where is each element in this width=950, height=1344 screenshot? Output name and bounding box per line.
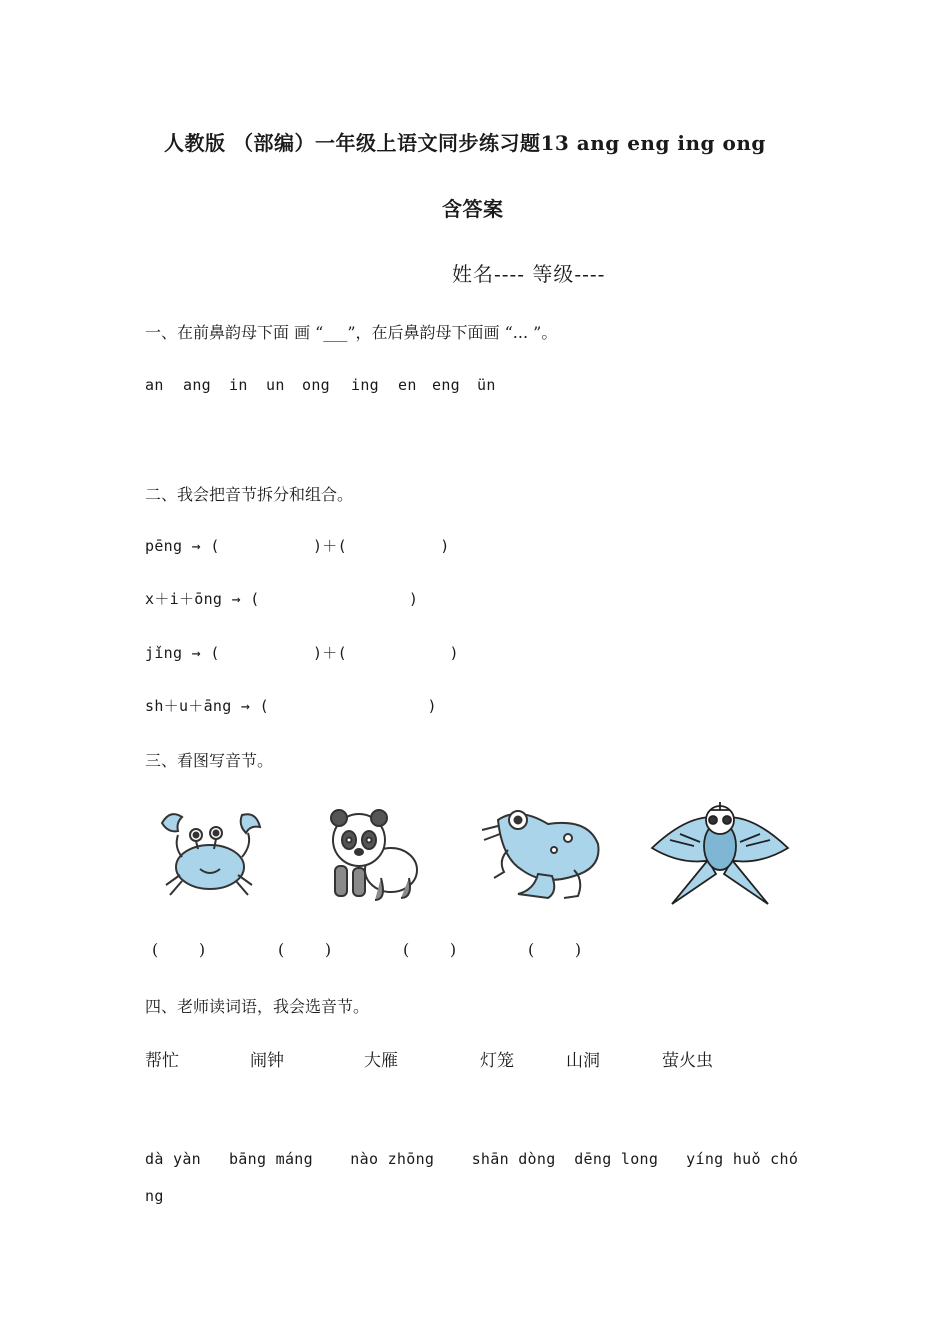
pinyin-options-wrap: ng <box>145 1187 164 1205</box>
split-line-1: pēng → ( )＋( ) <box>145 537 450 555</box>
answer-panda[interactable]: ( ) <box>278 940 332 959</box>
page-title: 人教版 （部编）一年级上语文同步练习题13 ang eng ing ong <box>164 131 766 155</box>
syllable: ang <box>183 376 211 394</box>
word-item: 山洞 <box>566 1051 600 1071</box>
split-line-4: sh＋u＋āng → ( ) <box>145 697 437 715</box>
split-line-3: jǐng → ( )＋( ) <box>145 644 459 662</box>
answer-kite[interactable]: ( ) <box>528 940 582 959</box>
kite-icon <box>650 800 790 908</box>
word-item: 灯笼 <box>480 1051 514 1071</box>
question-1-syllables <box>145 376 496 394</box>
question-3-heading: 三、看图写音节。 <box>145 751 274 770</box>
name-grade-line: 姓名---- 等级---- <box>452 262 606 286</box>
syllable: an <box>145 376 164 394</box>
word-item: 萤火虫 <box>662 1051 713 1071</box>
crab-icon <box>150 805 270 905</box>
panda-icon <box>325 808 420 903</box>
syllable: eng <box>432 376 460 394</box>
question-4-heading: 四、老师读词语，我会选音节。 <box>145 997 370 1016</box>
syllable: en <box>398 376 417 394</box>
split-line-2: x＋i＋ōng → ( ) <box>145 590 419 608</box>
answer-crab[interactable]: ( ) <box>152 940 206 959</box>
word-item: 帮忙 <box>145 1051 179 1071</box>
syllable: un <box>266 376 285 394</box>
syllable: in <box>229 376 248 394</box>
syllable: ong <box>302 376 330 394</box>
question-1-heading: 一、在前鼻韵母下面 画 “___”，在后鼻韵母下面画 “... ”。 <box>145 323 558 342</box>
page-subtitle: 含答案 <box>442 197 504 221</box>
question-2-heading: 二、我会把音节拆分和组合。 <box>145 485 354 504</box>
answer-frog[interactable]: ( ) <box>403 940 457 959</box>
frog-icon <box>478 800 603 905</box>
syllable: ing <box>351 376 379 394</box>
pinyin-options-line: dà yàn bāng máng nào zhōng shān dòng dēng long yíng huǒ chó <box>145 1150 799 1168</box>
syllable: ün <box>477 376 496 394</box>
word-item: 大雁 <box>364 1051 398 1071</box>
word-item: 闹钟 <box>250 1051 284 1071</box>
